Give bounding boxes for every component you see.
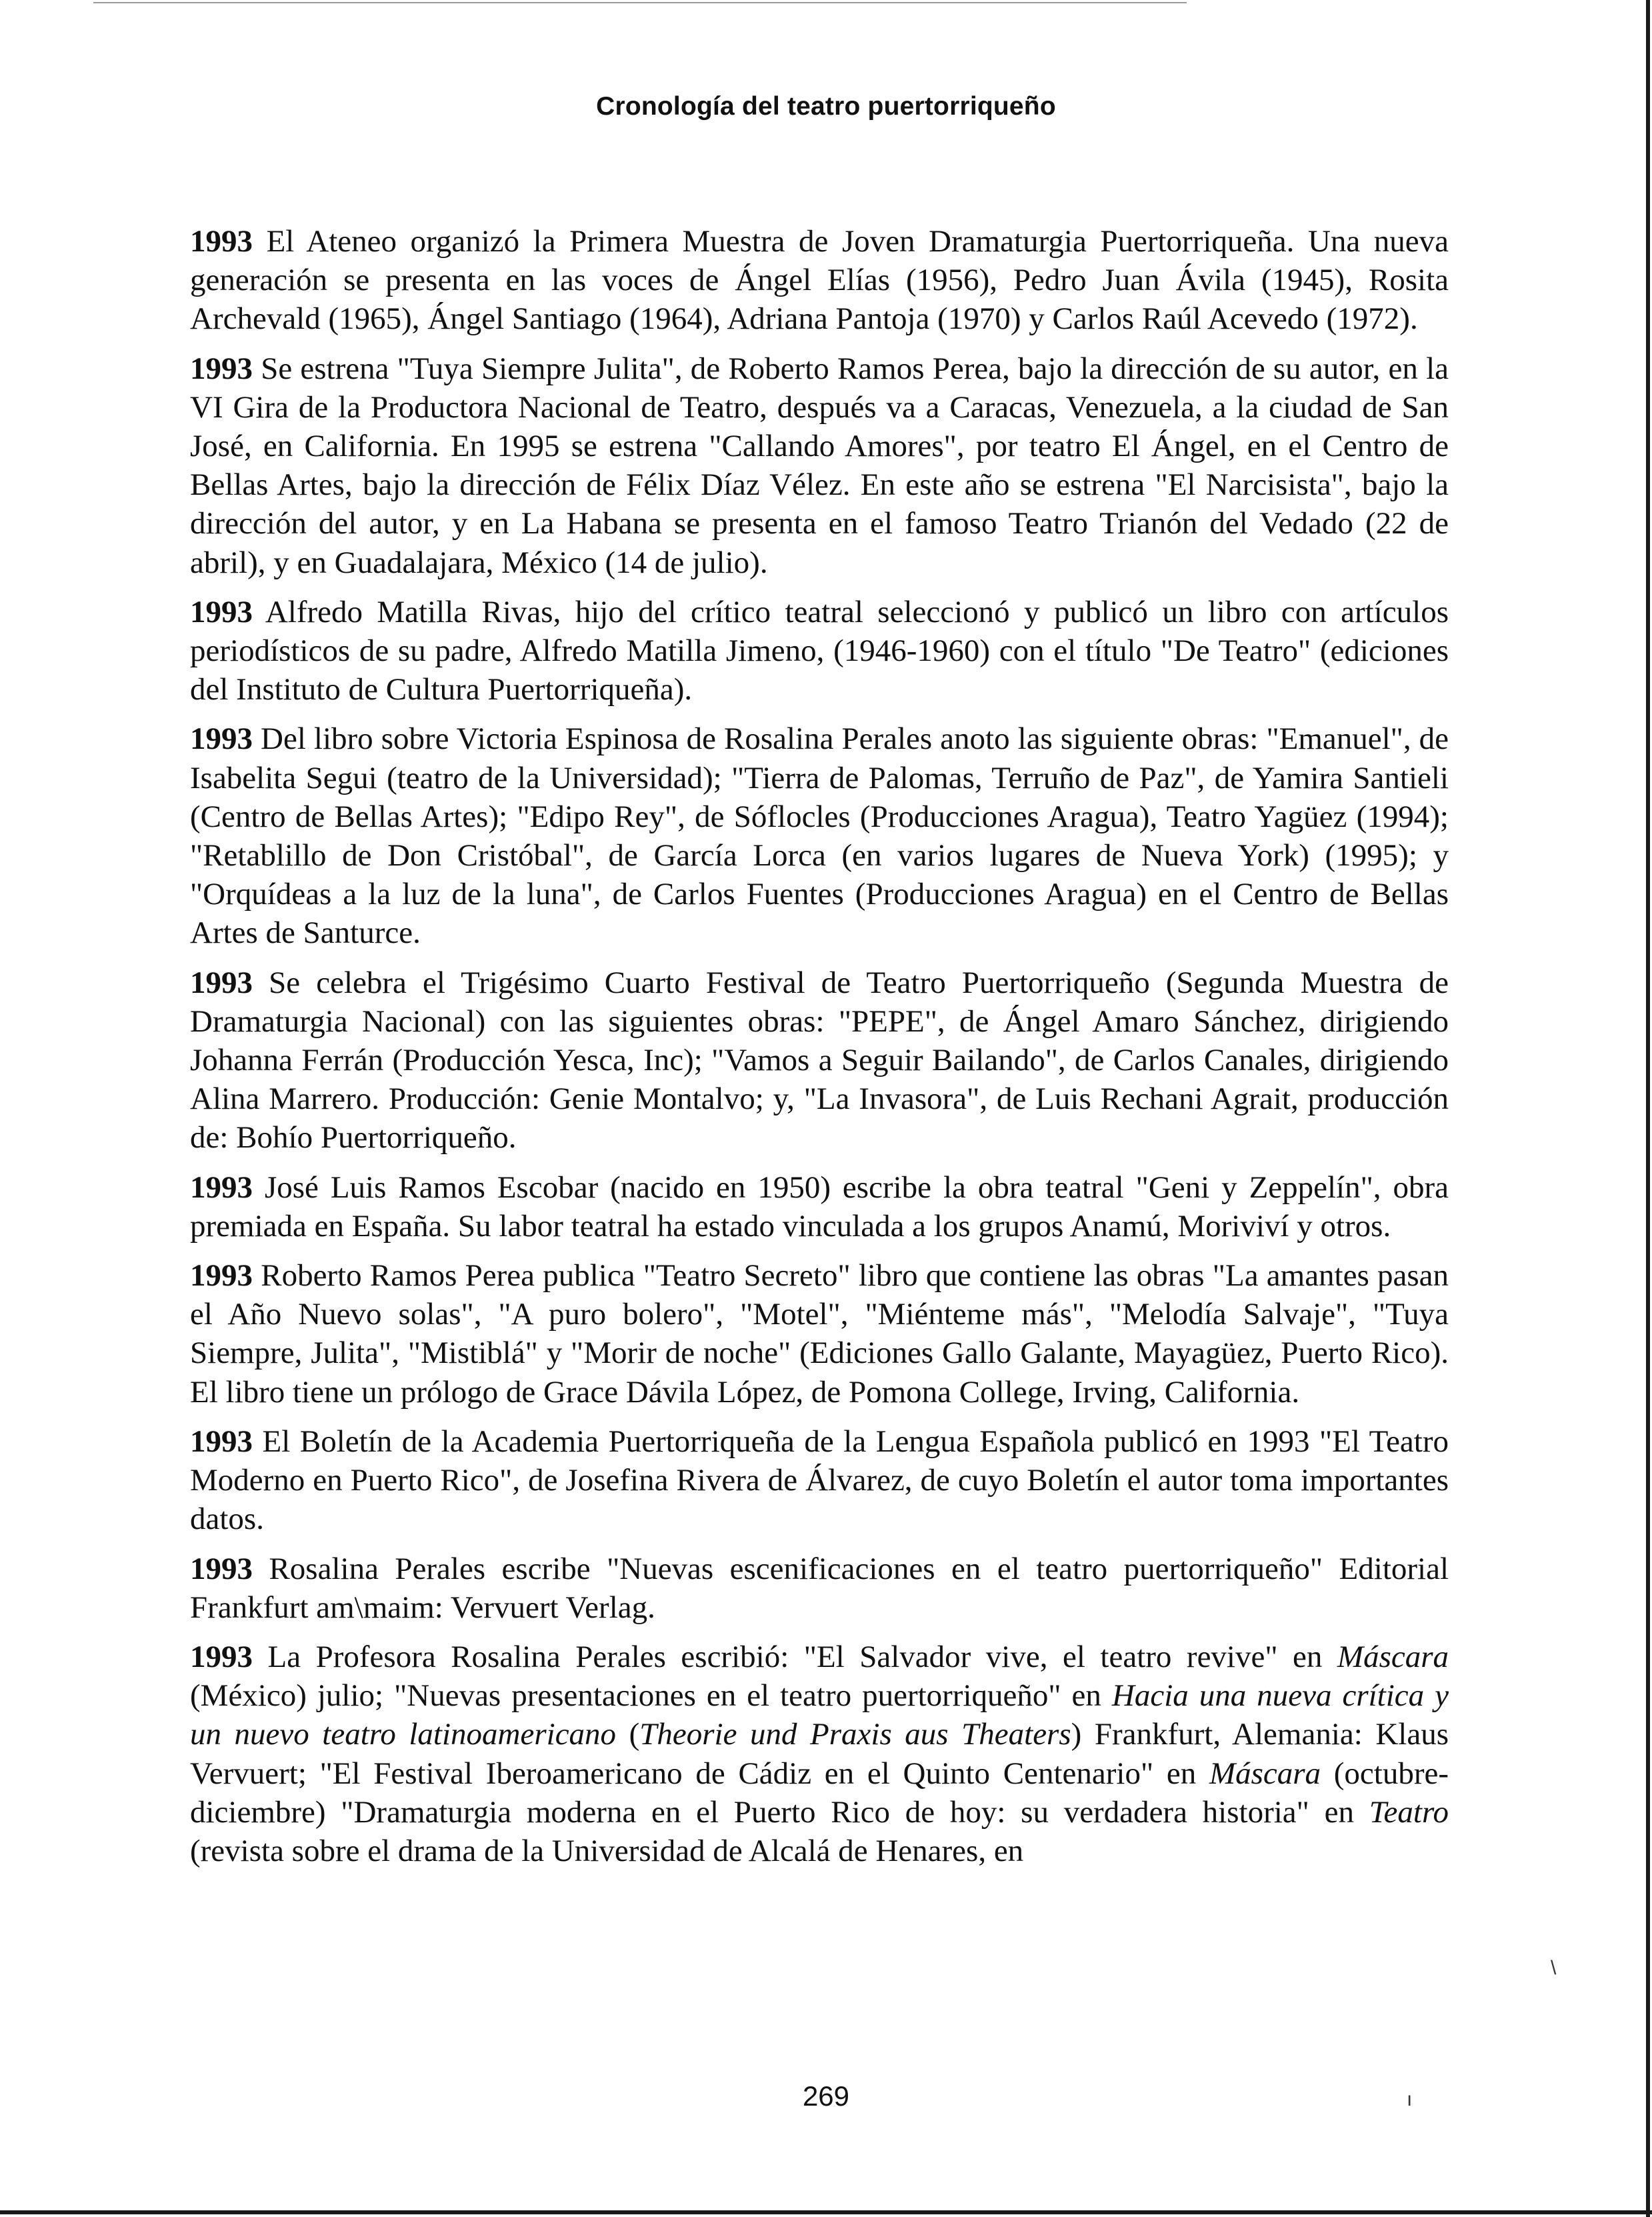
margin-tick-mark: \ (1551, 1957, 1557, 1979)
entry-text: Se celebra el Trigésimo Cuarto Festival de Teatro Puertorriqueño (Segunda Muestra de Dramaturgia Nacional) con las siguientes obras: "PEPE", de Ángel Amaro Sánchez, dirigiendo Johanna Ferrán (Producción Yesca, Inc); "Vamos a Seguir Bailando", de Carlos Canales, dirigiendo Alina Marrero. Producción: Genie Montalvo; y, "La Invasora", de Luis Rechani Agrait, producción de: Bohío Puertorriqueño. (190, 965, 1449, 1156)
entry-text: Se estrena "Tuya Siempre Julita", de Roberto Ramos Perea, bajo la dirección de su autor, en la VI Gira de la Productora Nacional de Teatro, después va a Caracas, Venezuela, a la ciudad de San José, en California. En 1995 se estrena "Callando Amores", por teatro El Ángel, en el Centro de Bellas Artes, bajo la dirección de Félix Díaz Vélez. En este año se estrena "El Narcisista", bajo la dirección del autor, y en La Habana se presenta en el famoso Teatro Trianón del Vedado (22 de abril), y en Guadalajara, México (14 de julio). (190, 351, 1449, 580)
entry-title-italic: Theorie und Praxis aus Theaters (639, 1717, 1071, 1752)
entry-year: 1993 (190, 1639, 253, 1674)
running-title: Cronología del teatro puertorriqueño (596, 92, 1056, 121)
entry-title-italic: Teatro (1369, 1794, 1449, 1830)
chronology-entry (190, 963, 1449, 1158)
entry-title-italic: Máscara (1209, 1756, 1321, 1791)
chronology-entry (190, 1422, 1449, 1539)
scan-edge-bottom (0, 2210, 1652, 2214)
page-number: 269 (802, 2080, 850, 2112)
entry-year: 1993 (190, 1551, 253, 1586)
chronology-entry (190, 222, 1449, 339)
entry-year: 1993 (190, 351, 253, 386)
entry-text: La Profesora Rosalina Perales escribió: "El Salvador vive, el teatro revive" en (267, 1639, 1337, 1674)
entry-year: 1993 (190, 1258, 253, 1294)
entry-title-italic: Hacia una nueva crítica y un nuevo teatro latinoamericano (190, 1678, 1449, 1752)
entry-year: 1993 (190, 224, 253, 259)
entry-year: 1993 (190, 721, 253, 757)
chronology-entry (190, 1256, 1449, 1412)
entry-text: Roberto Ramos Perea publica "Teatro Secreto" libro que contiene las obras "La amantes pasan el Año Nuevo solas", "A puro bolero", "Motel", "Miénteme más", "Melodía Salvaje", "Tuya Siempre, Julita", "Mistiblá" y "Morir de noche" (Ediciones Gallo Galante, Mayagüez, Puerto Rico). El libro tiene un prólogo de Grace Dávila López, de Pomona College, Irving, California. (190, 1258, 1449, 1410)
scan-edge-top (93, 2, 1187, 3)
entry-text: El Ateneo organizó la Primera Muestra de Joven Dramaturgia Puertorriqueña. Una nueva generación se presenta en las voces de Ángel Elías (1956), Pedro Juan Ávila (1945), Rosita Archevald (1965), Ángel Santiago (1964), Adriana Pantoja (1970) y Carlos Raúl Acevedo (1972). (190, 224, 1449, 337)
entry-text: (México) julio; "Nuevas presentaciones en el teatro puertorriqueño" en (190, 1678, 1112, 1714)
chronology-entry (190, 1638, 1449, 1870)
entry-title-italic: Máscara (1337, 1639, 1449, 1674)
entry-text: Alfredo Matilla Rivas, hijo del crítico teatral seleccionó y publicó un libro con artículos periodísticos de su padre, Alfredo Matilla Jimeno, (1946-1960) con el título "De Teatro" (ediciones del Instituto de Cultura Puertorriqueña). (190, 594, 1449, 707)
entry-text: ) Frankfurt, Alemania: Klaus Vervuert; "El Festival Iberoamericano de Cádiz en el Quinto Centenario" en (190, 1717, 1449, 1791)
chronology-entry (190, 349, 1449, 582)
entry-year: 1993 (190, 965, 253, 1000)
entry-year: 1993 (190, 1424, 253, 1459)
entry-text: Rosalina Perales escribe "Nuevas escenificaciones en el teatro puertorriqueño" Editorial Frankfurt am\maim: Vervuert Verlag. (190, 1551, 1449, 1625)
entry-text: El Boletín de la Academia Puertorriqueña de la Lengua Española publicó en 1993 "El Teatro Moderno en Puerto Rico", de Josefina Rivera de Álvarez, de cuyo Boletín el autor toma importantes datos. (190, 1424, 1449, 1537)
chronology-entry (190, 1168, 1449, 1246)
scan-edge-right (1646, 0, 1650, 2217)
entry-text: ( (616, 1717, 640, 1752)
entry-text: José Luis Ramos Escobar (nacido en 1950) escribe la obra teatral "Geni y Zeppelín", obra premiada en España. Su labor teatral ha estado vinculada a los grupos Anamú, Moriviví y otros. (190, 1170, 1449, 1244)
chronology-entries (190, 222, 1449, 1881)
entry-text: (octubre-diciembre) "Dramaturgia moderna en el Puerto Rico de hoy: su verdadera historia" en (190, 1756, 1449, 1830)
chronology-entry (190, 593, 1449, 709)
chronology-entry (190, 719, 1449, 952)
entry-year: 1993 (190, 594, 253, 629)
entry-year: 1993 (190, 1170, 253, 1205)
margin-tick-mark: ı (1407, 2088, 1413, 2110)
entry-text: Del libro sobre Victoria Espinosa de Rosalina Perales anoto las siguiente obras: "Emanuel", de Isabelita Segui (teatro de la Universidad); "Tierra de Palomas, Terruño de Paz", de Yamira Santieli (Centro de Bellas Artes); "Edipo Rey", de Sóflocles (Producciones Aragua), Teatro Yagüez (1994); "Retablillo de Don Cristóbal", de García Lorca (en varios lugares de Nueva York) (1995); y "Orquídeas a la luz de la luna", de Carlos Fuentes (Producciones Aragua) en el Centro de Bellas Artes de Santurce. (190, 721, 1449, 951)
entry-text: (revista sobre el drama de la Universidad de Alcalá de Henares, en (190, 1833, 1024, 1868)
chronology-entry (190, 1550, 1449, 1627)
